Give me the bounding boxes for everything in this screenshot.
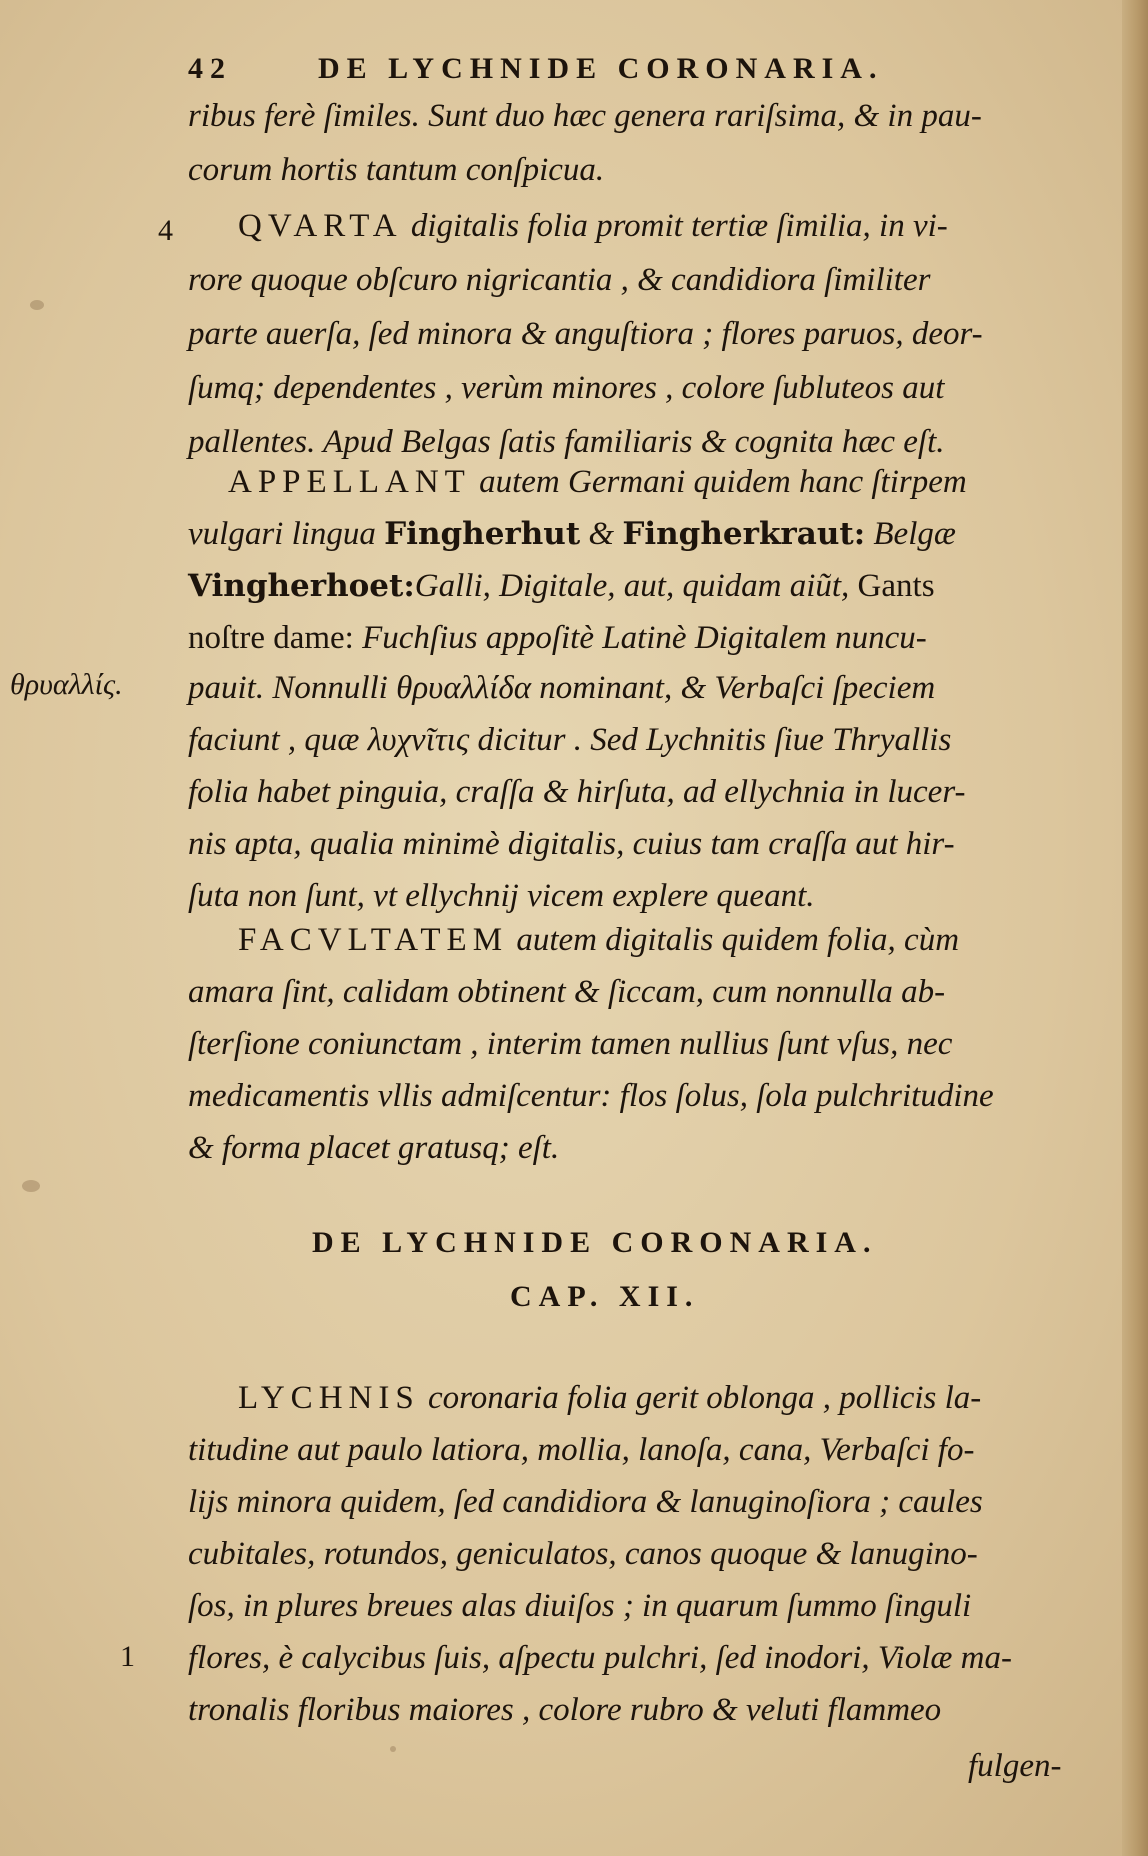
- text-line: rore quoque obſcuro nigricantia , & candidiora ſimiliter: [188, 262, 931, 298]
- text-line: tronalis floribus maiores , colore rubro & veluti flammeo: [188, 1692, 942, 1728]
- paper-stain: [30, 300, 44, 310]
- text-line: vulgari lingua Fingherhut & Fingherkraut: Belgæ: [188, 516, 956, 552]
- text-line: pallentes. Apud Belgas ſatis familiaris & cognita hæc eſt.: [188, 424, 945, 460]
- text-line: medicamentis vllis admiſcentur: flos ſolus, ſola pulchritudine: [188, 1078, 994, 1114]
- text-line: LYCHNIS coronaria folia gerit oblonga , pollicis la-: [238, 1380, 982, 1416]
- text-line: parte auerſa, ſed minora & anguſtiora ; flores paruos, deor-: [188, 316, 983, 352]
- text-line: nis apta, qualia minimè digitalis, cuius tam craſſa aut hir-: [188, 826, 955, 862]
- text-line: ſuta non ſunt, vt ellychnij vicem explere queant.: [188, 878, 815, 914]
- text-line: FACVLTATEM autem digitalis quidem folia, cùm: [238, 922, 960, 958]
- text-line: cubitales, rotundos, geniculatos, canos quoque & lanugino-: [188, 1536, 978, 1572]
- text-line: ſumq; dependentes , verùm minores , colore ſubluteos aut: [188, 370, 945, 406]
- text-line: & forma placet gratusq; eſt.: [188, 1130, 560, 1166]
- page-edge: [1122, 0, 1148, 1856]
- text-line: QVARTA digitalis folia promit tertiæ ſimilia, in vi-: [238, 208, 948, 244]
- catchword: fulgen-: [968, 1748, 1062, 1784]
- running-head-title: DE LYCHNIDE CORONARIA.: [318, 52, 884, 85]
- margin-greek-note: θρυαλλίς.: [10, 668, 123, 701]
- margin-number: 4: [158, 214, 173, 247]
- text-line: corum hortis tantum conſpicua.: [188, 152, 605, 188]
- blackletter-word: Vingherhoet:: [188, 568, 415, 604]
- text-line: ſterſione coniunctam , interim tamen nullius ſunt vſus, nec: [188, 1026, 953, 1062]
- text-line: amara ſint, calidam obtinent & ſiccam, cum nonnulla ab-: [188, 974, 946, 1010]
- section-lead-word: LYCHNIS: [238, 1380, 420, 1416]
- text-line: titudine aut paulo latiora, mollia, lanoſa, cana, Verbaſci fo-: [188, 1432, 975, 1468]
- chapter-number: CAP. XII.: [510, 1280, 700, 1313]
- text-line: flores, è calycibus ſuis, aſpectu pulchri, ſed inodori, Violæ ma-: [188, 1640, 1012, 1676]
- chapter-title: DE LYCHNIDE CORONARIA.: [312, 1226, 878, 1259]
- text-line: folia habet pinguia, craſſa & hirſuta, ad ellychnia in lucer-: [188, 774, 966, 810]
- page-number: 42: [188, 52, 232, 85]
- text-line: Vingherhoet:Galli, Digitale, aut, quidam aiũt, Gants: [188, 568, 935, 604]
- text-line: ſos, in plures breues alas diuiſos ; in quarum ſummo ſinguli: [188, 1588, 972, 1624]
- text-line: ribus ferè ſimiles. Sunt duo hæc genera rariſsima, & in pau-: [188, 98, 982, 134]
- blackletter-word: Fingherkraut:: [622, 516, 866, 552]
- section-lead-word: FACVLTATEM: [238, 922, 509, 958]
- blackletter-word: Fingherhut: [384, 516, 581, 552]
- section-lead-word: QVARTA: [238, 208, 403, 244]
- margin-number: 1: [120, 1640, 135, 1673]
- paper-stain: [390, 1746, 396, 1752]
- text-line: pauit. Nonnulli θρυαλλίδα nominant, & Verbaſci ſpeciem: [188, 670, 936, 706]
- text-line: faciunt , quæ λυχνῖτις dicitur . Sed Lychnitis ſiue Thryallis: [188, 722, 952, 758]
- section-lead-word: APPELLANT: [228, 464, 471, 500]
- paper-stain: [22, 1180, 40, 1192]
- text-line: noſtre dame: Fuchſius appoſitè Latinè Digitalem nuncu-: [188, 620, 927, 656]
- text-line: APPELLANT autem Germani quidem hanc ſtirpem: [228, 464, 967, 500]
- text-line: lijs minora quidem, ſed candidiora & lanuginoſiora ; caules: [188, 1484, 983, 1520]
